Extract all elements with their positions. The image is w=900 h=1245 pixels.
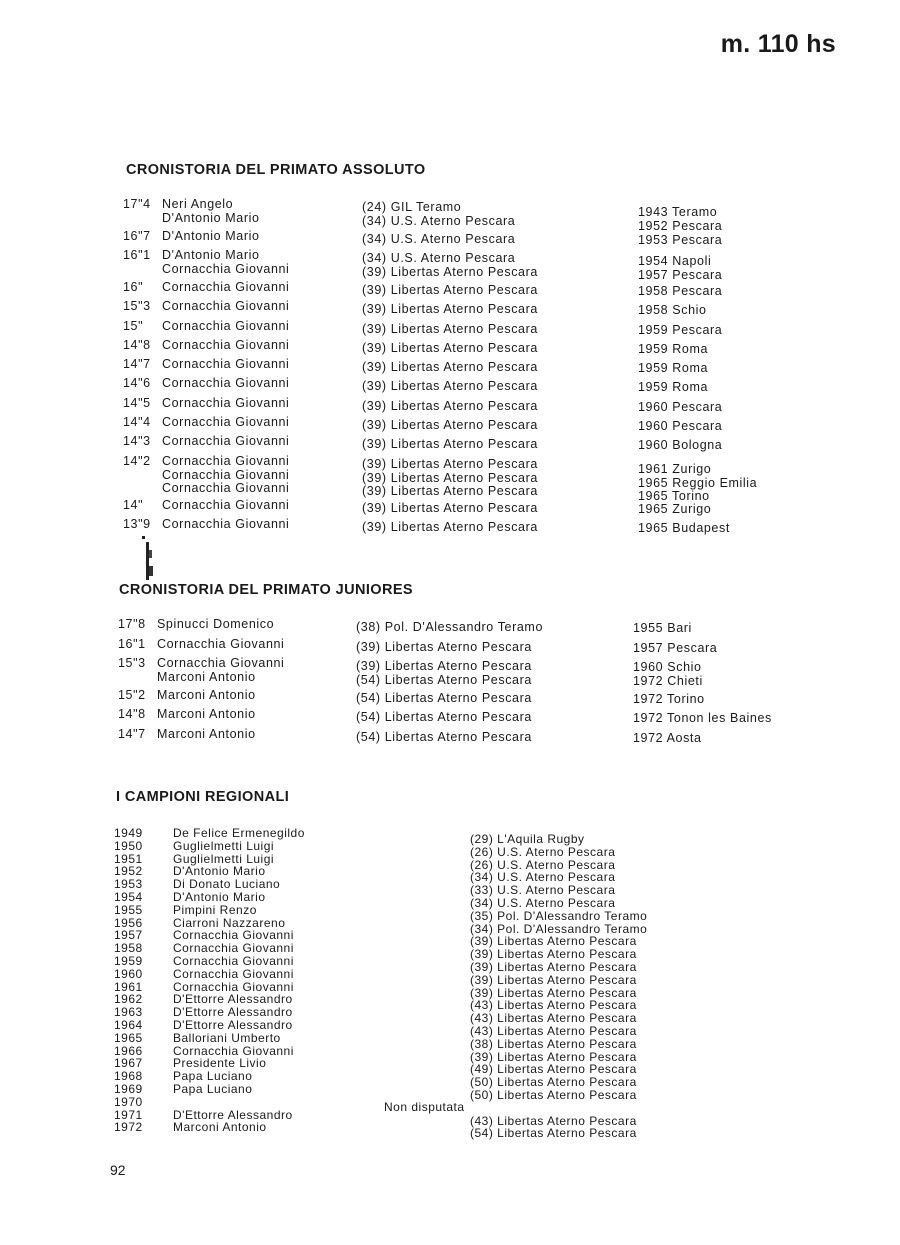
club-name: (39) Libertas Aterno Pescara [362,437,538,451]
champion-club: (38) Libertas Aterno Pescara [470,1036,637,1051]
athlete-name-cell [162,358,289,372]
athlete-name-cell [157,689,256,703]
year-place: 1960 Pescara [638,400,723,414]
year-place: 1958 Schio [638,303,707,317]
champion-year: 1956 [114,915,143,930]
athlete-name-cell [162,377,289,391]
champion-club: (39) Libertas Aterno Pescara [470,947,637,962]
year-place-cell [638,439,722,453]
club-name-cell [362,342,538,356]
club-name: (24) GIL Teramo [362,200,462,214]
year-place-cell [638,255,722,282]
year-place-cell [638,324,722,338]
champion-name: D'Ettorre Alessandro [173,1107,293,1122]
athlete-name: Marconi Antonio [157,688,256,702]
champion-name: D'Ettorre Alessandro [173,1005,293,1020]
athlete-name: D'Antonio Mario [162,210,260,225]
year-place: 1959 Roma [638,380,709,394]
athlete-name: Cornacchia Giovanni [162,299,290,313]
athlete-name: Cornacchia Giovanni [157,656,285,670]
record-time: 16"1 [118,637,146,651]
athlete-name: Cornacchia Giovanni [162,280,290,294]
year-place-cell [633,642,717,656]
athlete-name: Neri Angelo [162,197,234,211]
athlete-name: Cornacchia Giovanni [162,376,290,390]
athlete-name: Spinucci Domenico [157,617,275,631]
record-time: 16"1 [123,248,151,262]
athlete-name: Cornacchia Giovanni [162,498,290,512]
club-name: (39) Libertas Aterno Pescara [362,283,538,297]
year-place: 1958 Pescara [638,284,723,298]
club-name: (34) U.S. Aterno Pescara [362,213,516,228]
athlete-name: Cornacchia Giovanni [162,454,290,468]
athlete-name: Cornacchia Giovanni [162,357,290,371]
year-place: 1961 Zurigo [638,462,712,476]
year-place: 1972 Tonon les Baines [633,711,772,725]
year-place-cell [638,381,708,395]
record-time: 15"3 [118,656,146,670]
record-time: 14"3 [123,434,151,448]
champion-name: Cornacchia Giovanni [173,928,294,943]
club-name-cell [362,400,538,414]
athlete-name-cell [162,397,289,411]
champion-name: De Felice Ermenegildo [173,826,305,840]
year-place-cell [638,304,707,318]
champion-year: 1954 [114,890,143,904]
champion-club: (39) Libertas Aterno Pescara [470,985,637,1000]
club-name-cell [362,252,538,279]
champion-name: Balloriani Umberto [173,1030,281,1045]
champion-year: 1958 [114,941,143,956]
champion-club: (33) U.S. Aterno Pescara [470,883,616,898]
athlete-name-cell [157,638,284,652]
athlete-name-cell [162,416,289,430]
athlete-name-cell [162,455,289,496]
ink-mark-icon [140,536,154,582]
champion-club: (43) Libertas Aterno Pescara [470,998,637,1013]
champion-year: 1960 [114,966,143,981]
club-name: (39) Libertas Aterno Pescara [362,501,538,515]
athlete-name: Marconi Antonio [157,727,256,741]
champion-name: Cornacchia Giovanni [173,954,294,968]
champion-name: D'Ettorre Alessandro [173,992,293,1007]
club-name-cell [362,284,538,298]
champion-name: Di Donato Luciano [173,877,281,892]
record-time: 14"8 [118,707,146,721]
champion-club: (34) Pol. D'Alessandro Teramo [470,921,648,936]
champion-year: 1961 [114,979,143,994]
athlete-name: Marconi Antonio [157,707,256,721]
year-place: 1959 Roma [638,342,709,356]
athlete-name: Marconi Antonio [157,669,256,684]
champion-name: D'Ettorre Alessandro [173,1018,293,1032]
club-name-cell [362,521,538,535]
champion-name: Pimpini Renzo [173,902,257,917]
champion-club: (35) Pol. D'Alessandro Teramo [470,908,648,923]
champion-year: 1964 [114,1018,143,1032]
club-name: (54) Libertas Aterno Pescara [356,710,532,724]
year-place: 1960 Schio [633,660,702,674]
champion-year: 1962 [114,992,143,1007]
club-name: (34) U.S. Aterno Pescara [362,251,516,265]
club-name-cell [362,502,538,516]
year-place: 1953 Pescara [638,233,723,247]
year-place: 1943 Teramo [638,205,718,219]
year-place: 1972 Chieti [633,673,703,688]
year-place-cell [638,401,722,415]
champion-year: 1950 [114,838,143,853]
club-name: (39) Libertas Aterno Pescara [362,341,538,355]
year-place-cell [633,622,692,636]
club-name-cell [362,419,538,433]
record-time: 14"4 [123,415,151,429]
athlete-name: Cornacchia Giovanni [162,434,290,448]
champion-name: Papa Luciano [173,1069,253,1084]
athlete-name: Cornacchia Giovanni [162,338,290,352]
champion-name: Cornacchia Giovanni [173,1043,294,1058]
club-name: (39) Libertas Aterno Pescara [362,399,538,413]
athlete-name-cell [157,728,256,742]
year-place: 1955 Bari [633,621,692,635]
club-name: (38) Pol. D'Alessandro Teramo [356,620,543,634]
club-name: (39) Libertas Aterno Pescara [356,659,532,673]
club-name-cell [356,692,532,706]
champion-year: 1971 [114,1107,143,1122]
athlete-name-cell [162,198,260,225]
champion-year: 1970 [114,1094,143,1109]
record-time: 15" [123,319,144,333]
champion-year: 1968 [114,1069,143,1084]
champion-year: 1957 [114,928,143,943]
champion-club: (54) Libertas Aterno Pescara [470,1126,637,1141]
year-place-cell [638,463,757,504]
record-time: 17"8 [118,617,146,631]
club-name-cell [356,621,543,635]
athlete-name: D'Antonio Mario [162,248,260,262]
champion-name: Cornacchia Giovanni [173,941,294,956]
champion-club: (39) Libertas Aterno Pescara [470,972,637,987]
record-time: 14"7 [118,727,146,741]
record-time: 16"7 [123,229,151,243]
year-place-cell [638,285,722,299]
non-disputata-note: Non disputata [384,1100,465,1114]
club-name: (39) Libertas Aterno Pescara [362,484,538,498]
athlete-name-cell [162,339,289,353]
year-place: 1959 Pescara [638,323,723,337]
club-name-cell [362,233,515,247]
champion-club: (39) Libertas Aterno Pescara [470,934,637,949]
record-time: 14"8 [123,338,151,352]
year-place: 1972 Aosta [633,731,702,745]
athlete-name: Cornacchia Giovanni [162,467,290,482]
athlete-name-cell [162,320,289,334]
athlete-name-cell [162,281,289,295]
year-place-cell [633,712,772,726]
club-name-cell [362,303,538,317]
champion-club: (39) Libertas Aterno Pescara [470,1049,637,1064]
champion-year: 1959 [114,954,143,968]
champion-year: 1967 [114,1056,143,1071]
champion-name: Cornacchia Giovanni [173,966,294,981]
athlete-name-cell [162,300,289,314]
record-time: 17"4 [123,197,151,211]
record-time: 15"3 [123,299,151,313]
athlete-name: Cornacchia Giovanni [162,517,290,531]
champion-year: 1955 [114,902,143,917]
champion-club: (43) Libertas Aterno Pescara [470,1024,637,1038]
champion-name: Guglielmetti Luigi [173,851,275,866]
record-time: 14"2 [123,454,151,468]
club-name-cell [356,660,532,687]
athlete-name: D'Antonio Mario [162,229,260,243]
year-place: 1960 Pescara [638,419,723,433]
club-name: (34) U.S. Aterno Pescara [362,232,516,246]
year-place: 1957 Pescara [638,267,723,282]
champion-year: 1951 [114,851,143,866]
champion-club: (34) U.S. Aterno Pescara [470,870,616,885]
club-name: (39) Libertas Aterno Pescara [362,470,538,485]
club-name: (54) Libertas Aterno Pescara [356,672,532,687]
year-place: 1965 Torino [638,489,710,503]
page-title: m. 110 hs [720,30,836,58]
champion-name: Cornacchia Giovanni [173,979,294,994]
champion-year: 1949 [114,826,143,840]
champion-name: Guglielmetti Luigi [173,838,275,853]
year-place: 1965 Reggio Emilia [638,475,758,490]
champion-club: (29) L'Aquila Rugby [470,832,585,846]
year-place: 1959 Roma [638,361,709,375]
champion-club: (39) Libertas Aterno Pescara [470,960,637,974]
club-name-cell [362,458,538,499]
year-place: 1954 Napoli [638,254,712,268]
year-place-cell [638,522,730,536]
club-name: (54) Libertas Aterno Pescara [356,691,532,705]
champion-name: D'Antonio Mario [173,890,266,904]
club-name-cell [362,380,538,394]
section-title-campioni: I CAMPIONI REGIONALI [116,789,290,805]
champion-club: (43) Libertas Aterno Pescara [470,1011,637,1026]
year-place-cell [633,732,702,746]
club-name: (39) Libertas Aterno Pescara [362,418,538,432]
athlete-name: Cornacchia Giovanni [162,415,290,429]
champion-year: 1952 [114,864,143,879]
champion-club: (43) Libertas Aterno Pescara [470,1113,637,1128]
champion-year: 1953 [114,877,143,892]
champion-name: Ciarroni Nazzareno [173,915,286,930]
athlete-name-cell [157,657,284,684]
athlete-name-cell [162,499,289,513]
club-name: (39) Libertas Aterno Pescara [362,264,538,279]
athlete-name-cell [162,435,289,449]
athlete-name: Cornacchia Giovanni [162,319,290,333]
champion-year: 1969 [114,1082,143,1096]
year-place: 1952 Pescara [638,218,723,233]
champion-year: 1965 [114,1030,143,1045]
club-name: (39) Libertas Aterno Pescara [362,379,538,393]
champion-club: (50) Libertas Aterno Pescara [470,1075,637,1090]
champion-name: Papa Luciano [173,1082,253,1096]
year-place-cell [638,234,722,248]
club-name-cell [362,323,538,337]
record-time: 14"6 [123,376,151,390]
athlete-name: Cornacchia Giovanni [157,637,285,651]
champion-year: 1966 [114,1043,143,1058]
athlete-name: Cornacchia Giovanni [162,481,290,495]
year-place-cell [638,362,708,376]
champion-year: 1963 [114,1005,143,1020]
club-name: (39) Libertas Aterno Pescara [362,302,538,316]
year-place-cell [638,503,711,517]
record-time: 13"9 [123,517,151,531]
record-time: 14"5 [123,396,151,410]
athlete-name: Cornacchia Giovanni [162,396,290,410]
year-place-cell [638,206,722,233]
club-name-cell [356,731,532,745]
champion-club: (26) U.S. Aterno Pescara [470,844,616,859]
champion-club: (34) U.S. Aterno Pescara [470,896,616,910]
record-time: 15"2 [118,688,146,702]
page-number: 92 [110,1162,126,1178]
club-name: (39) Libertas Aterno Pescara [356,640,532,654]
year-place-cell [633,661,703,688]
record-time: 14"7 [123,357,151,371]
athlete-name-cell [162,518,289,532]
athlete-name-cell [162,230,260,244]
year-place: 1972 Torino [633,692,705,706]
year-place-cell [638,343,708,357]
year-place: 1957 Pescara [633,641,718,655]
section-title-juniores: CRONISTORIA DEL PRIMATO JUNIORES [119,582,413,598]
champion-name: D'Antonio Mario [173,864,266,879]
record-time: 14" [123,498,144,512]
club-name-cell [356,641,532,655]
athlete-name-cell [162,249,289,276]
club-name-cell [362,201,515,228]
champion-club: (49) Libertas Aterno Pescara [470,1062,637,1077]
club-name-cell [362,438,538,452]
champion-club: (26) U.S. Aterno Pescara [470,857,616,872]
year-place-cell [633,693,705,707]
club-name: (39) Libertas Aterno Pescara [362,457,538,471]
champion-year: 1972 [114,1120,143,1135]
club-name: (39) Libertas Aterno Pescara [362,360,538,374]
athlete-name-cell [157,708,256,722]
year-place: 1965 Zurigo [638,502,712,516]
club-name: (39) Libertas Aterno Pescara [362,520,538,534]
club-name: (39) Libertas Aterno Pescara [362,322,538,336]
year-place: 1965 Budapest [638,521,730,535]
athlete-name-cell [157,618,274,632]
record-time: 16" [123,280,144,294]
athlete-name: Cornacchia Giovanni [162,261,290,276]
champion-club: (50) Libertas Aterno Pescara [470,1088,637,1102]
champion-name: Presidente Livio [173,1056,267,1071]
section-title-assoluto: CRONISTORIA DEL PRIMATO ASSOLUTO [126,162,426,178]
club-name-cell [362,361,538,375]
champion-name: Marconi Antonio [173,1120,267,1135]
year-place: 1960 Bologna [638,438,723,452]
club-name-cell [356,711,532,725]
year-place-cell [638,420,722,434]
club-name: (54) Libertas Aterno Pescara [356,730,532,744]
